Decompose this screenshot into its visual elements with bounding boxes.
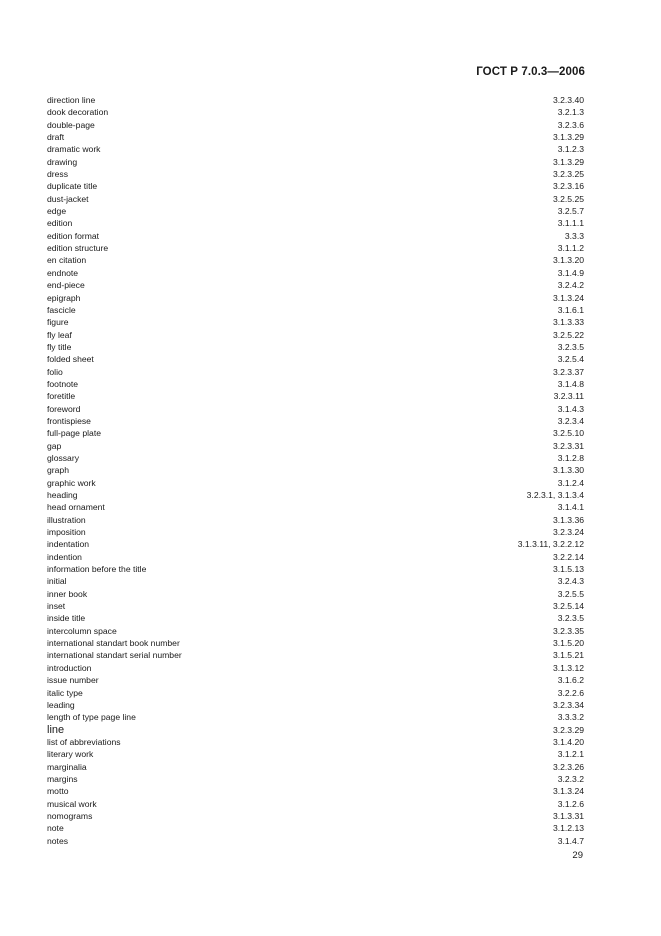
index-term: edition <box>47 218 73 229</box>
index-term: draft <box>47 132 65 143</box>
index-term: direction line <box>47 95 96 105</box>
index-entry <box>47 637 584 649</box>
index-reference: 3.1.3.36 <box>552 514 584 525</box>
index-term: epigraph <box>47 292 81 303</box>
index-term: inside title <box>47 613 86 624</box>
index-term: endnote <box>47 267 79 278</box>
page-header-standard: ГОСТ Р 7.0.3—2006 <box>476 66 585 78</box>
index-entry <box>47 316 584 328</box>
index-entry <box>47 390 584 402</box>
index-term: fly title <box>47 341 72 352</box>
index-entry <box>47 304 584 316</box>
index-term: graph <box>47 465 69 476</box>
index-entry <box>47 600 584 612</box>
index-term: double-page <box>47 119 95 130</box>
index-reference: 3.2.3.29 <box>552 724 584 735</box>
index-reference: 3.2.5.5 <box>557 588 584 599</box>
index-entry <box>47 106 584 118</box>
index-reference: 3.2.3.1, 3.1.3.4 <box>526 490 584 500</box>
index-entry <box>47 119 584 131</box>
index-entry <box>47 736 584 748</box>
index-reference: 3.2.3.16 <box>552 181 584 192</box>
index-reference: 3.1.6.2 <box>557 675 584 686</box>
page-number: 29 <box>572 850 583 861</box>
index-reference: 3.2.3.4 <box>557 415 584 426</box>
index-entry <box>47 575 584 587</box>
index-reference: 3.2.4.3 <box>557 576 584 587</box>
index-reference: 3.2.3.40 <box>552 95 584 105</box>
index-term: international standart serial number <box>47 650 182 661</box>
index-term: literary work <box>47 749 94 760</box>
index-entry <box>47 687 584 699</box>
index-entry <box>47 588 584 600</box>
index-term: nomograms <box>47 810 93 821</box>
index-term: dook decoration <box>47 107 109 118</box>
index-term: dust-jacket <box>47 193 89 204</box>
index-entry <box>47 217 584 229</box>
index-entry <box>47 649 584 661</box>
index-reference: 3.2.3.5 <box>557 341 584 352</box>
index-reference: 3.2.5.14 <box>552 601 584 612</box>
index-term: leading <box>47 699 75 710</box>
index-entry <box>47 773 584 785</box>
index-entry <box>47 501 584 513</box>
index-reference: 3.1.3.11, 3.2.2.12 <box>517 539 584 550</box>
index-reference: 3.1.2.13 <box>552 823 584 834</box>
index-entry <box>47 230 584 242</box>
index-entry <box>47 551 584 563</box>
index-reference: 3.1.4.3 <box>557 403 584 414</box>
index-entry <box>47 267 584 279</box>
index-entry <box>47 798 584 810</box>
index-term: illustration <box>47 514 86 525</box>
index-entry <box>47 625 584 637</box>
index-reference: 3.1.4.9 <box>557 267 584 278</box>
index-term: head ornament <box>47 502 105 513</box>
index-reference: 3.2.3.25 <box>552 169 584 180</box>
index-reference: 3.1.3.33 <box>552 317 584 328</box>
index-entry <box>47 329 584 341</box>
index-reference: 3.1.5.20 <box>552 638 584 649</box>
index-reference: 3.2.5.22 <box>552 329 584 340</box>
index-term: issue number <box>47 675 99 686</box>
index-reference: 3.2.3.5 <box>557 613 584 624</box>
index-term: end-piece <box>47 280 85 291</box>
index-entry <box>47 292 584 304</box>
index-reference: 3.1.2.1 <box>557 749 584 760</box>
index-entry <box>47 279 584 291</box>
index-entry <box>47 477 584 489</box>
index-entry <box>47 674 584 686</box>
index-entry <box>47 193 584 205</box>
index-entry <box>47 143 584 155</box>
index-term: fly leaf <box>47 329 72 340</box>
index-reference: 3.1.1.2 <box>557 243 584 254</box>
index-reference: 3.1.4.8 <box>557 378 584 389</box>
index-entry <box>47 94 584 106</box>
index-entry <box>47 785 584 797</box>
index-term: heading <box>47 490 78 500</box>
index-entry <box>47 452 584 464</box>
index-reference: 3.1.2.4 <box>557 477 584 488</box>
index-reference: 3.1.3.30 <box>552 465 584 476</box>
index-entry <box>47 427 584 439</box>
index-reference: 3.3.3 <box>564 230 584 241</box>
index-entry <box>47 353 584 365</box>
index-reference: 3.2.3.37 <box>552 366 584 377</box>
index-entry <box>47 341 584 353</box>
index-term: dramatic work <box>47 144 101 155</box>
index-term: fascicle <box>47 304 76 315</box>
index-term: edge <box>47 206 67 217</box>
index-term: edition structure <box>47 243 109 254</box>
index-entry <box>47 464 584 476</box>
index-term: list of abbreviations <box>47 736 121 747</box>
index-term: note <box>47 823 64 834</box>
index-term: foretitle <box>47 391 76 402</box>
index-entry <box>47 835 584 847</box>
index-term: introduction <box>47 662 92 673</box>
index-reference: 3.1.5.13 <box>552 564 584 575</box>
index-entry <box>47 662 584 674</box>
index-entry <box>47 168 584 180</box>
index-term: glossary <box>47 452 79 463</box>
index-reference: 3.1.4.20 <box>552 736 584 747</box>
index-reference: 3.1.2.8 <box>557 452 584 463</box>
index-reference: 3.2.2.14 <box>552 551 584 562</box>
index-reference: 3.1.3.12 <box>552 662 584 673</box>
index-entry <box>47 822 584 834</box>
index-entry <box>47 254 584 266</box>
index-reference: 3.1.3.31 <box>552 810 584 821</box>
index-entry <box>47 403 584 415</box>
index-term: inset <box>47 601 66 612</box>
index-reference: 3.1.6.1 <box>557 304 584 315</box>
index-entry <box>47 810 584 822</box>
index-term: frontispiese <box>47 415 91 426</box>
term-index-list <box>47 94 584 847</box>
index-entry <box>47 563 584 575</box>
index-term: italic type <box>47 687 83 698</box>
index-reference: 3.2.5.10 <box>552 428 584 439</box>
index-term: graphic work <box>47 477 96 488</box>
index-reference: 3.3.3.2 <box>557 712 584 723</box>
index-entry <box>47 205 584 217</box>
index-reference: 3.1.3.24 <box>552 786 584 797</box>
index-term: en citation <box>47 255 87 266</box>
index-entry <box>47 761 584 773</box>
index-term: line <box>47 723 65 736</box>
index-entry <box>47 366 584 378</box>
index-term: dress <box>47 169 69 180</box>
index-reference: 3.2.3.24 <box>552 527 584 538</box>
index-term: margins <box>47 773 78 784</box>
index-entry <box>47 612 584 624</box>
index-term: marginalia <box>47 761 87 772</box>
index-reference: 3.1.2.6 <box>557 798 584 809</box>
index-reference: 3.1.5.21 <box>552 650 584 661</box>
index-entry <box>47 131 584 143</box>
index-reference: 3.2.4.2 <box>557 280 584 291</box>
index-term: length of type page line <box>47 712 136 723</box>
index-reference: 3.2.3.35 <box>552 625 584 636</box>
index-reference: 3.1.4.7 <box>557 835 584 846</box>
index-reference: 3.1.3.29 <box>552 132 584 143</box>
index-entry <box>47 242 584 254</box>
index-term: initial <box>47 576 67 587</box>
index-reference: 3.2.3.31 <box>552 440 584 451</box>
index-reference: 3.1.3.29 <box>552 156 584 167</box>
index-term: information before the title <box>47 564 147 575</box>
index-term: figure <box>47 317 69 328</box>
index-reference: 3.1.4.1 <box>557 502 584 513</box>
index-entry <box>47 711 584 723</box>
index-term: folio <box>47 366 63 377</box>
index-reference: 3.1.2.3 <box>557 144 584 155</box>
index-term: indentation <box>47 539 90 550</box>
index-term: foreword <box>47 403 81 414</box>
index-term: motto <box>47 786 69 797</box>
index-reference: 3.1.3.20 <box>552 255 584 266</box>
index-term: full-page plate <box>47 428 101 439</box>
index-reference: 3.2.2.6 <box>557 687 584 698</box>
index-term: imposition <box>47 527 86 538</box>
index-term: folded sheet <box>47 354 94 365</box>
index-reference: 3.1.1.1 <box>557 218 584 229</box>
index-entry <box>47 156 584 168</box>
index-term: inner book <box>47 588 88 599</box>
index-term: notes <box>47 835 69 846</box>
index-term: international standart book number <box>47 638 180 649</box>
index-entry <box>47 180 584 192</box>
index-term: intercolumn space <box>47 625 117 636</box>
index-entry <box>47 699 584 711</box>
index-entry <box>47 415 584 427</box>
index-reference: 3.2.5.25 <box>552 193 584 204</box>
index-term: drawing <box>47 156 78 167</box>
index-reference: 3.1.3.24 <box>552 292 584 303</box>
index-entry <box>47 748 584 760</box>
index-term: footnote <box>47 378 79 389</box>
index-reference: 3.2.5.7 <box>557 206 584 217</box>
index-entry <box>47 489 584 501</box>
index-entry <box>47 538 584 550</box>
index-term: duplicate title <box>47 181 98 192</box>
index-term: gap <box>47 440 62 451</box>
index-reference: 3.2.3.26 <box>552 761 584 772</box>
index-reference: 3.2.3.34 <box>552 699 584 710</box>
index-entry <box>47 378 584 390</box>
index-term: indention <box>47 551 82 562</box>
index-term: edition format <box>47 230 100 241</box>
index-entry <box>47 514 584 526</box>
index-reference: 3.2.3.11 <box>553 391 584 402</box>
index-entry <box>47 440 584 452</box>
index-term: musical work <box>47 798 97 809</box>
index-reference: 3.2.3.6 <box>557 119 584 130</box>
index-entry <box>47 724 584 736</box>
index-reference: 3.2.1.3 <box>557 107 584 118</box>
index-reference: 3.2.5.4 <box>557 354 584 365</box>
index-reference: 3.2.3.2 <box>557 773 584 784</box>
index-entry <box>47 526 584 538</box>
